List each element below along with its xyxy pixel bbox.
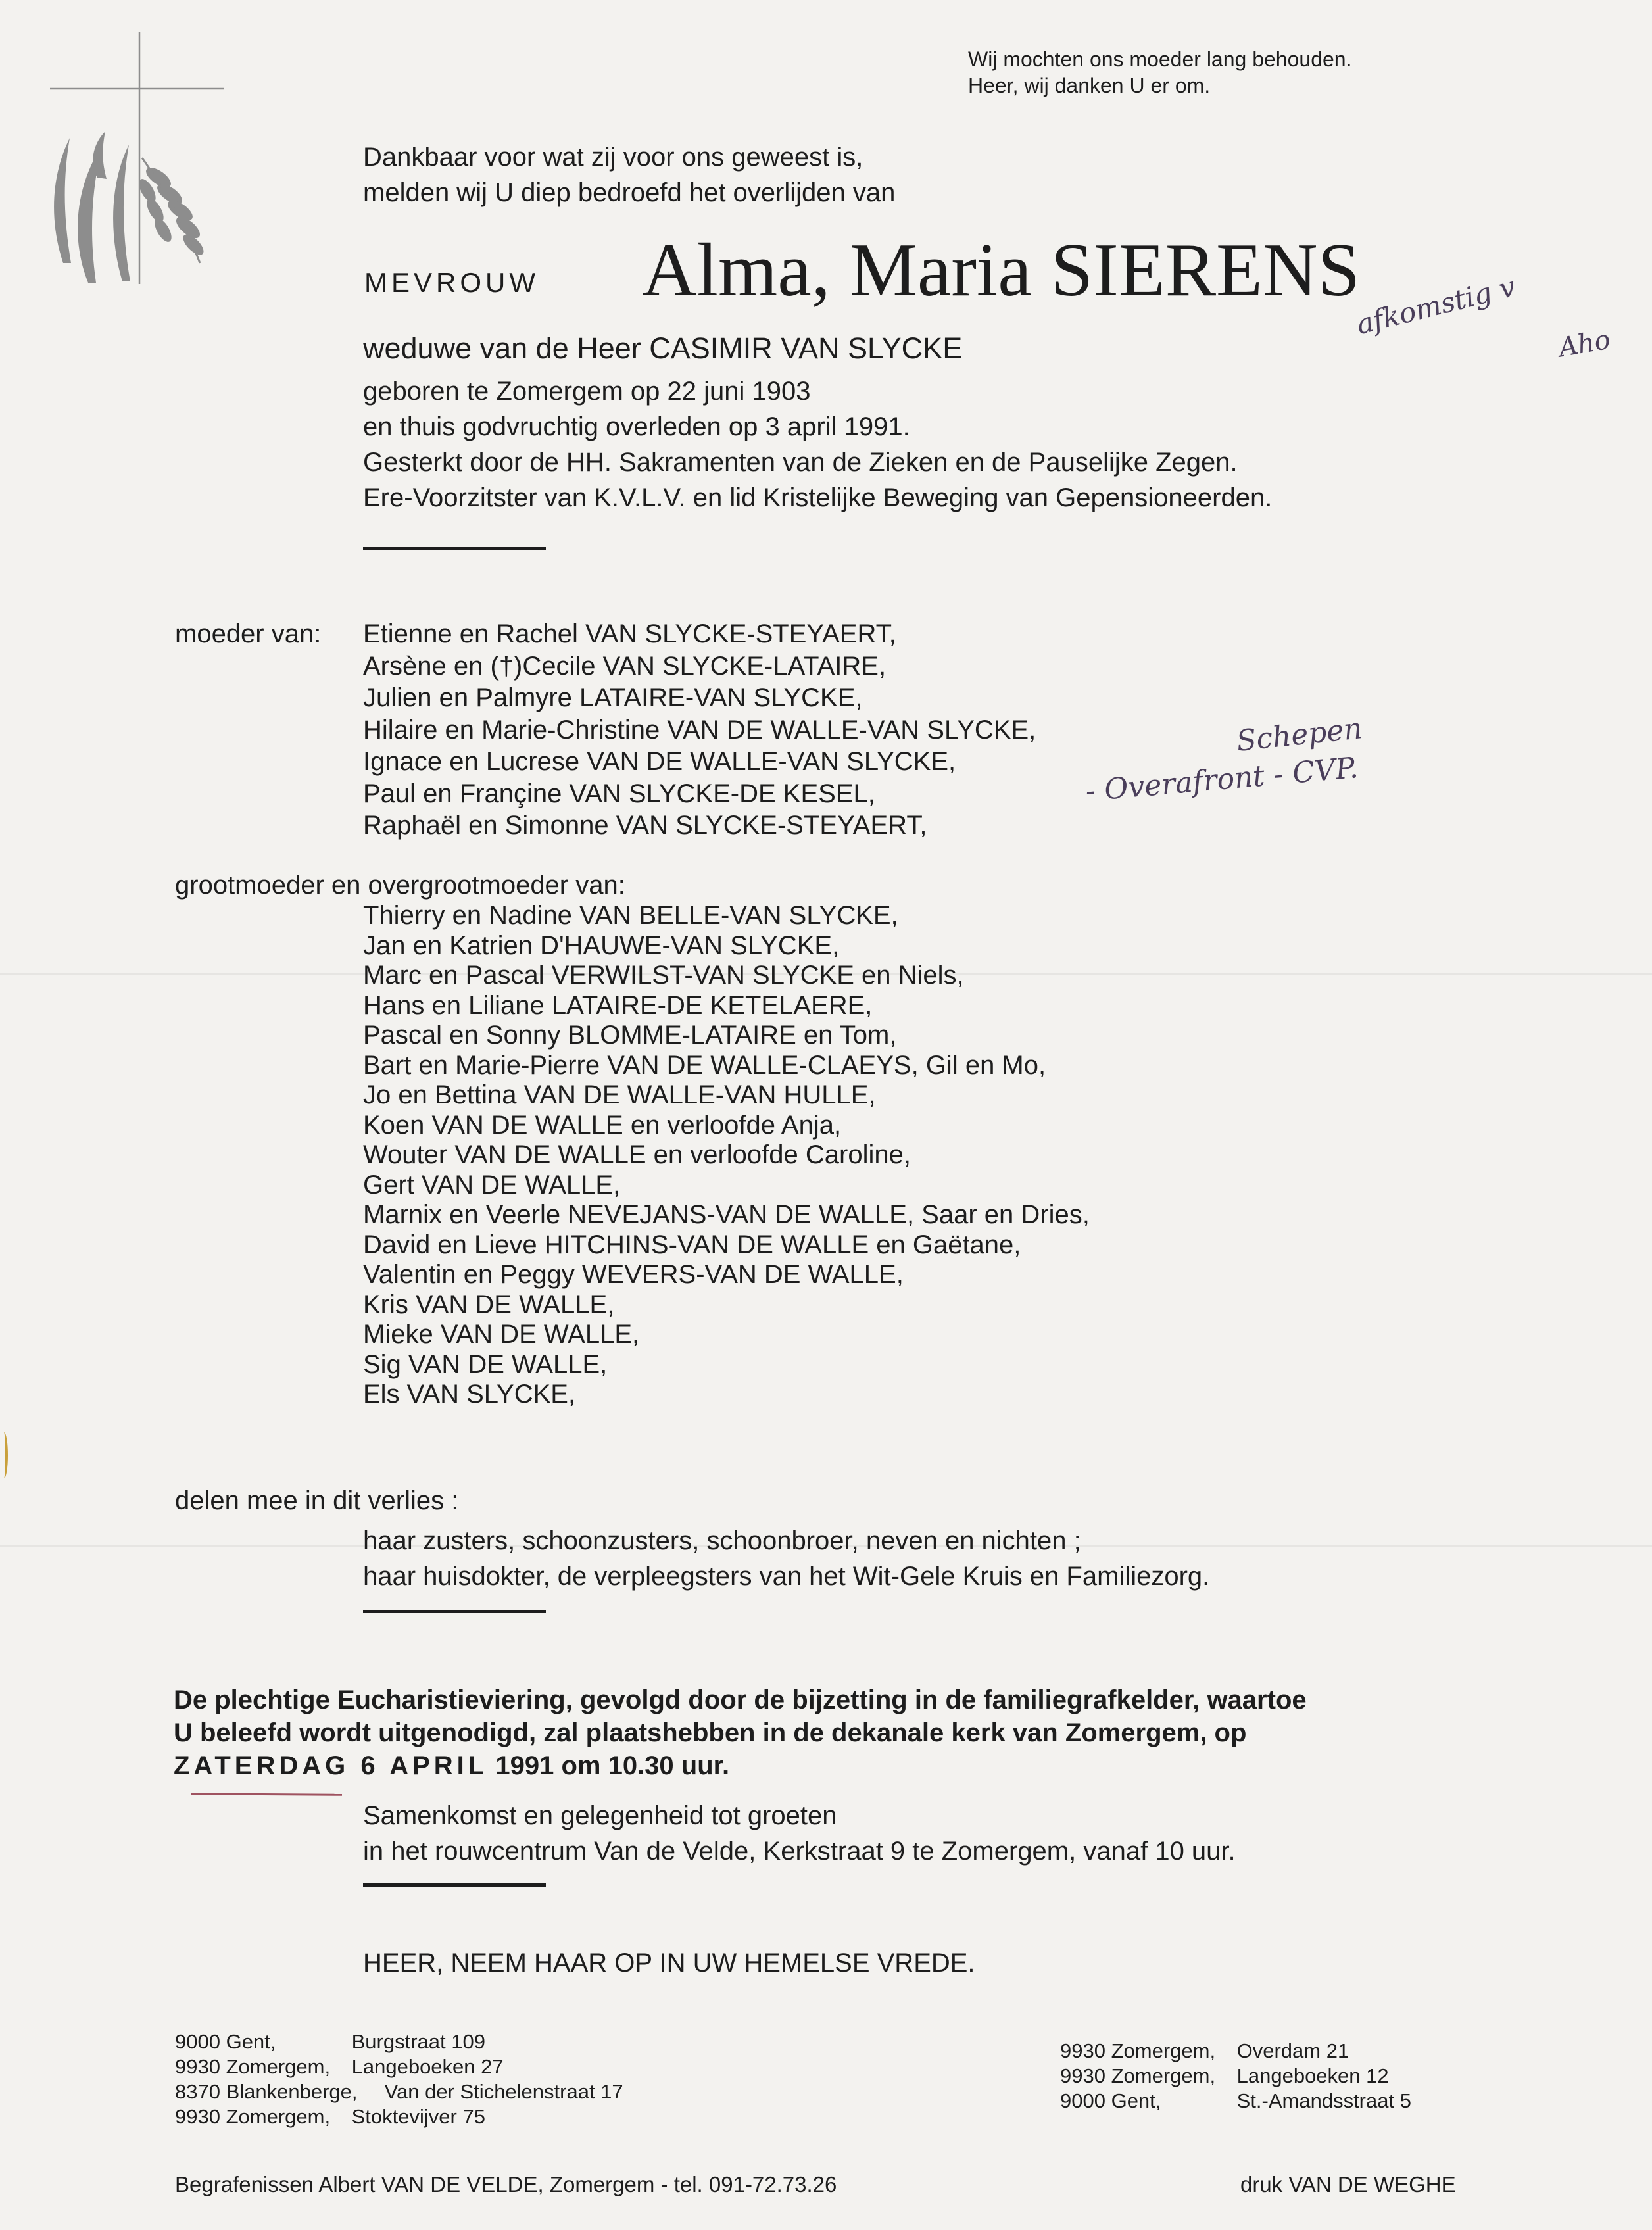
gathering-info: [363, 1798, 1236, 1869]
closing-prayer: HEER, NEEM HAAR OP IN UW HEMELSE VREDE.: [363, 1949, 975, 1977]
mother-of-list: [363, 618, 1036, 842]
address-town: 9000 Gent,: [175, 2030, 276, 2053]
address-town: 9000 Gent,: [1060, 2089, 1161, 2112]
motto: [968, 46, 1351, 99]
deceased-name: Alma, Maria SIERENS: [642, 228, 1361, 312]
list-item: David en Lieve HITCHINS-VAN DE WALLE en Gaëtane,: [363, 1230, 1021, 1259]
fact-line: Ere-Voorzitster van K.V.L.V. en lid Kristelijke Beweging van Gepensioneerden.: [363, 483, 1273, 512]
printer-footer: druk VAN DE WEGHE: [1240, 2172, 1456, 2196]
pen-underline: [191, 1793, 342, 1796]
list-item: Valentin en Peggy WEVERS-VAN DE WALLE,: [363, 1260, 904, 1289]
divider-rule: [363, 1610, 546, 1613]
address-street: Burgstraat 109: [351, 2030, 485, 2053]
margin-mark: [0, 1432, 8, 1478]
address-street: Van der Stichelenstraat 17: [384, 2080, 623, 2103]
gathering-line: Samenkomst en gelegenheid tot groeten: [363, 1801, 837, 1830]
address-street: Stoktevijver 75: [351, 2105, 485, 2128]
motto-line: Wij mochten ons moeder lang behouden.: [968, 47, 1352, 71]
handwritten-note: Aho: [1556, 324, 1613, 364]
addresses-left: [175, 2029, 623, 2129]
address-street: St.-Amandsstraat 5: [1236, 2089, 1411, 2112]
divider-rule: [363, 1883, 546, 1887]
handwritten-note: - Overafront - CVP.: [1084, 750, 1360, 809]
address-street: Langeboeken 12: [1236, 2064, 1389, 2087]
grandmother-label: grootmoeder en overgrootmoeder van:: [175, 871, 625, 900]
list-item: haar huisdokter, de verpleegsters van het Wit-Gele Kruis en Familiezorg.: [363, 1562, 1210, 1591]
addresses-right: [1060, 2039, 1411, 2114]
mother-label: moeder van:: [175, 619, 322, 648]
intro-text: [363, 139, 895, 210]
list-item: Raphaël en Simonne VAN SLYCKE-STEYAERT,: [363, 811, 927, 840]
widow-line: weduwe van de Heer CASIMIR VAN SLYCKE: [363, 331, 963, 365]
list-item: Kris VAN DE WALLE,: [363, 1290, 615, 1319]
handwritten-note: Schepen: [1234, 712, 1364, 758]
address-row: [1060, 2064, 1411, 2089]
address-row: [175, 2029, 623, 2054]
list-item: Mieke VAN DE WALLE,: [363, 1320, 640, 1349]
list-item: Koen VAN DE WALLE en verloofde Anja,: [363, 1110, 842, 1140]
fact-line: geboren te Zomergem op 22 juni 1903: [363, 377, 811, 406]
address-town: 9930 Zomergem,: [175, 2055, 331, 2078]
list-item: Julien en Palmyre LATAIRE-VAN SLYCKE,: [363, 683, 863, 712]
ceremony-line: De plechtige Eucharistieviering, gevolgd door de bijzetting in de familiegrafkelder, waartoe: [174, 1685, 1307, 1714]
ceremony-date-line: [174, 1749, 1307, 1782]
list-item: Hans en Liliane LATAIRE-DE KETELAERE,: [363, 990, 873, 1020]
ceremony-line: U beleefd wordt uitgenodigd, zal plaatshebben in de dekanale kerk van Zomergem, op: [174, 1718, 1247, 1747]
list-item: haar zusters, schoonzusters, schoonbroer, neven en nichten ;: [363, 1526, 1081, 1555]
address-town: 8370 Blankenberge,: [175, 2080, 358, 2103]
ceremony-day: ZATERDAG 6 APRIL: [174, 1751, 489, 1780]
list-item: Hilaire en Marie-Christine VAN DE WALLE-VAN SLYCKE,: [363, 715, 1036, 744]
list-item: Arsène en (†)Cecile VAN SLYCKE-LATAIRE,: [363, 651, 887, 681]
life-facts: [363, 374, 1272, 516]
grandmother-of-list: [363, 901, 1090, 1410]
list-item: Pascal en Sonny BLOMME-LATAIRE en Tom,: [363, 1021, 897, 1050]
list-item: Sig VAN DE WALLE,: [363, 1349, 608, 1379]
divider-rule: [363, 547, 546, 550]
list-item: Bart en Marie-Pierre VAN DE WALLE-CLAEYS, Gil en Mo,: [363, 1050, 1046, 1080]
address-row: [175, 2104, 623, 2129]
address-town: 9930 Zomergem,: [1060, 2039, 1216, 2062]
intro-line: Dankbaar voor wat zij voor ons geweest is,: [363, 143, 863, 172]
title-word: MEVROUW: [364, 267, 539, 298]
address-row: [1060, 2039, 1411, 2064]
address-street: Overdam 21: [1236, 2039, 1349, 2062]
list-item: Gert VAN DE WALLE,: [363, 1170, 621, 1200]
list-item: Wouter VAN DE WALLE en verloofde Caroline,: [363, 1140, 911, 1169]
list-item: Ignace en Lucrese VAN DE WALLE-VAN SLYCKE,: [363, 747, 956, 776]
share-label: delen mee in dit verlies :: [175, 1486, 459, 1515]
address-row: [175, 2054, 623, 2079]
ceremony-notice: [174, 1684, 1307, 1782]
list-item: Etienne en Rachel VAN SLYCKE-STEYAERT,: [363, 619, 896, 648]
gathering-line: in het rouwcentrum Van de Velde, Kerkstraat 9 te Zomergem, vanaf 10 uur.: [363, 1837, 1236, 1866]
list-item: Jan en Katrien D'HAUWE-VAN SLYCKE,: [363, 931, 840, 960]
address-town: 9930 Zomergem,: [1060, 2064, 1216, 2087]
address-row: [175, 2079, 623, 2104]
list-item: Paul en Françine VAN SLYCKE-DE KESEL,: [363, 779, 875, 808]
fact-line: en thuis godvruchtig overleden op 3 april 1991.: [363, 412, 910, 441]
ceremony-time: 1991 om 10.30 uur.: [495, 1751, 730, 1780]
cross-wheat-emblem-icon: [24, 26, 241, 296]
list-item: Els VAN SLYCKE,: [363, 1380, 576, 1409]
intro-line: melden wij U diep bedroefd het overlijden van: [363, 178, 896, 207]
list-item: Marc en Pascal VERWILST-VAN SLYCKE en Niels,: [363, 961, 964, 990]
address-street: Langeboeken 27: [351, 2055, 504, 2078]
address-town: 9930 Zomergem,: [175, 2105, 331, 2128]
list-item: Jo en Bettina VAN DE WALLE-VAN HULLE,: [363, 1080, 876, 1109]
motto-line: Heer, wij danken U er om.: [968, 74, 1211, 97]
funeral-home-footer: Begrafenissen Albert VAN DE VELDE, Zomergem - tel. 091-72.73.26: [175, 2172, 837, 2196]
address-row: [1060, 2089, 1411, 2114]
handwritten-note: afkomstig v: [1353, 270, 1519, 341]
list-item: Thierry en Nadine VAN BELLE-VAN SLYCKE,: [363, 901, 898, 930]
fact-line: Gesterkt door de HH. Sakramenten van de Zieken en de Pauselijke Zegen.: [363, 448, 1238, 477]
list-item: Marnix en Veerle NEVEJANS-VAN DE WALLE, Saar en Dries,: [363, 1200, 1090, 1229]
share-list: [363, 1523, 1209, 1594]
